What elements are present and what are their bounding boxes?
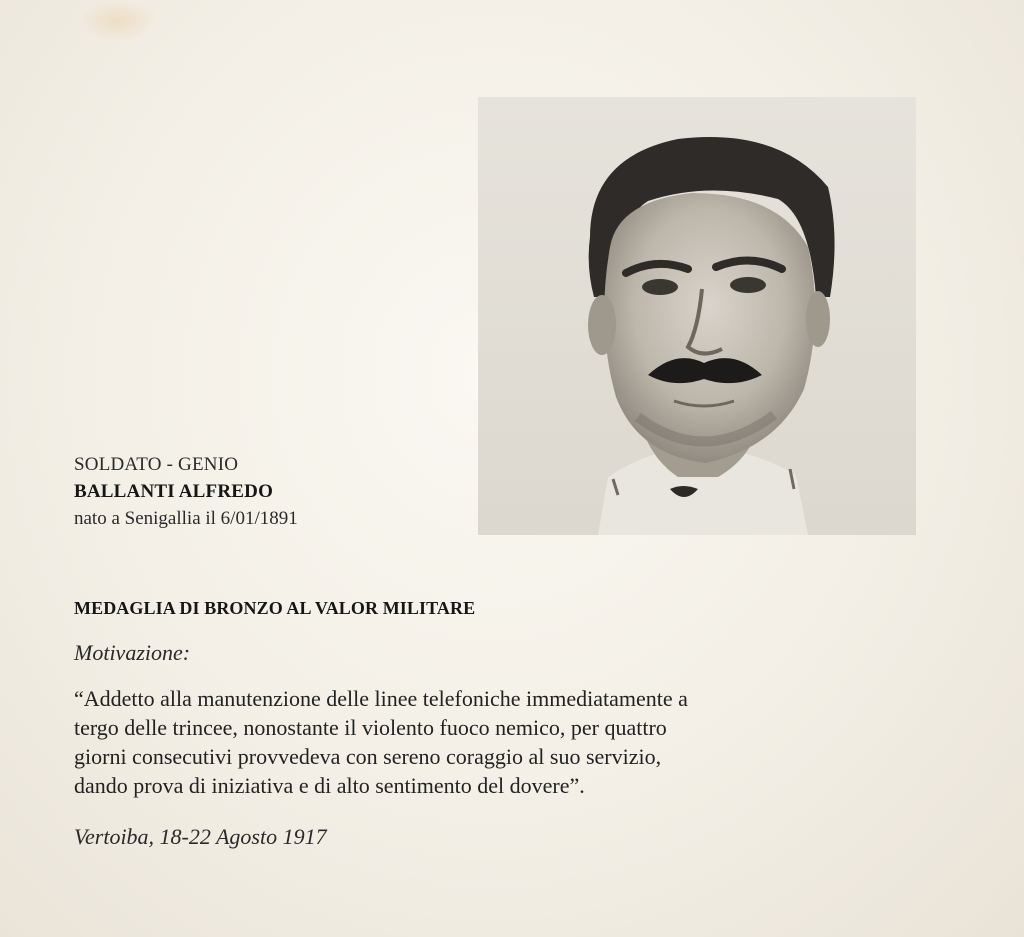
award-title: MEDAGLIA DI BRONZO AL VALOR MILITARE <box>74 598 476 618</box>
soldier-name: BALLANTI ALFREDO <box>74 481 274 502</box>
citation-line: tergo delle trincee, nonostante il violento fuoco nemico, per quattro <box>74 715 667 740</box>
place-date: Vertoiba, 18-22 Agosto 1917 <box>74 824 327 849</box>
rank-unit: SOLDATO - GENIO <box>74 454 239 475</box>
paper-stain <box>78 0 158 42</box>
birth-info: nato a Senigallia il 6/01/1891 <box>74 508 298 529</box>
citation-text <box>74 684 924 800</box>
soldier-caption <box>74 451 298 532</box>
citation-line: giorni consecutivi provvedeva con sereno coraggio al suo servizio, <box>74 744 662 769</box>
portrait-photo <box>478 97 916 535</box>
citation-line: dando prova di iniziativa e di alto sentimento del dovere”. <box>74 773 585 798</box>
motivation-label: Motivazione: <box>74 640 191 665</box>
portrait-illustration <box>478 97 916 535</box>
citation-line: “Addetto alla manutenzione delle linee telefoniche immediatamente a <box>74 686 688 711</box>
